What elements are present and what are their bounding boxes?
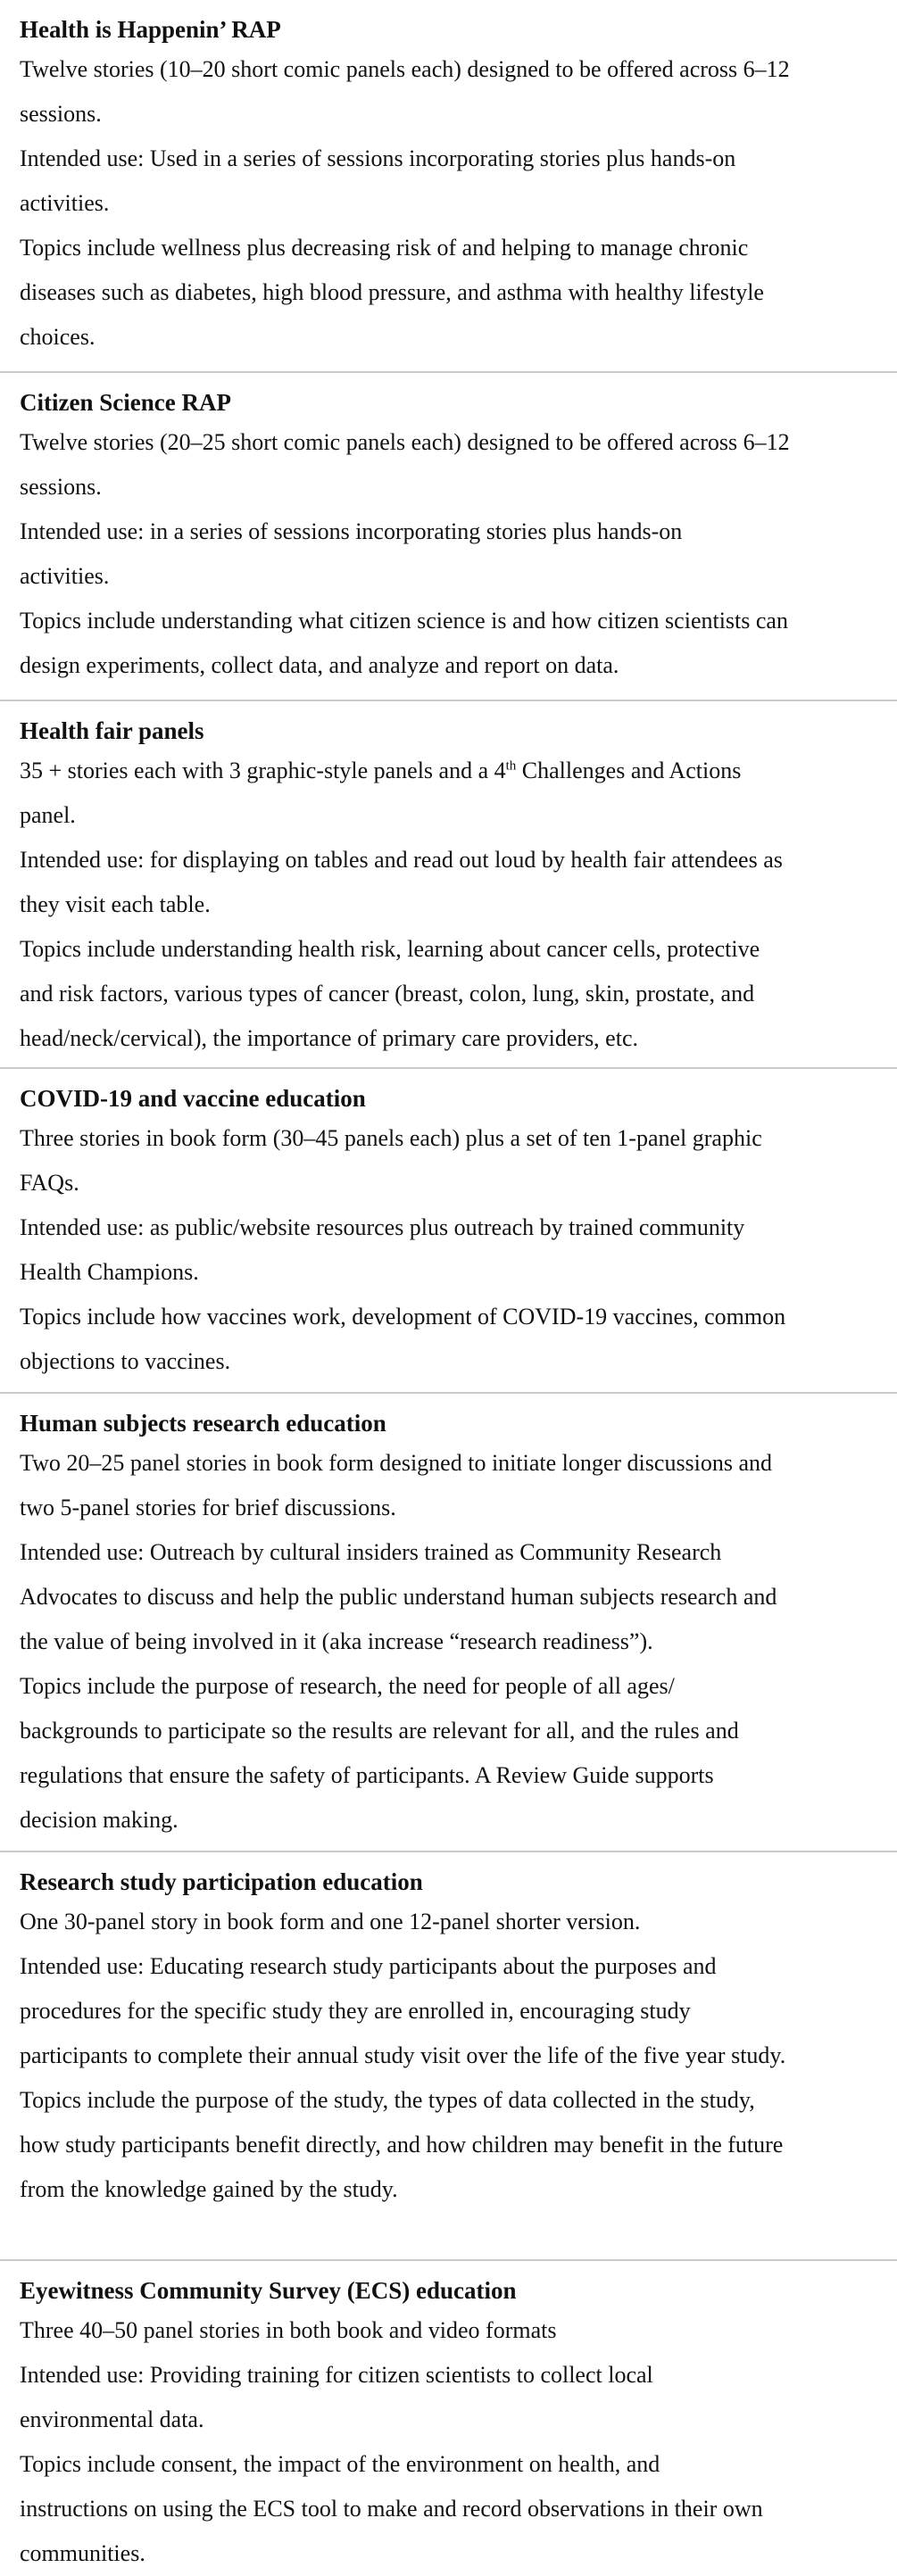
intended-use-line: Intended use: for displaying on tables and read out loud by health fair attendees as [20, 847, 783, 873]
section-title: COVID-19 and vaccine education [20, 1085, 366, 1112]
topics-line: instructions on using the ECS tool to make and record observations in their own [20, 2496, 763, 2522]
intended-use-line: Intended use: Educating research study participants about the purposes and [20, 1953, 717, 1979]
intended-use-line: Advocates to discuss and help the public understand human subjects research and [20, 1584, 777, 1610]
topics-line: Topics include the purpose of research, the need for people of all ages/ [20, 1673, 675, 1699]
description-line: Three stories in book form (30–45 panels each) plus a set of ten 1-panel graphic [20, 1125, 762, 1151]
description-line: Twelve stories (20–25 short comic panels each) designed to be offered across 6–12 [20, 429, 790, 455]
intended-use-line: Intended use: in a series of sessions incorporating stories plus hands-on [20, 518, 683, 544]
topics-line: decision making. [20, 1807, 179, 1833]
description-text: 35 + stories each with 3 graphic-style panels and a 4 [20, 758, 506, 783]
topics-line: diseases such as diabetes, high blood pressure, and asthma with healthy lifestyle [20, 279, 764, 305]
description-line: Three 40–50 panel stories in both book and video formats [20, 2317, 557, 2343]
topics-line: Topics include understanding what citizen science is and how citizen scientists can [20, 608, 788, 634]
table-row [0, 371, 897, 700]
description-line: One 30-panel story in book form and one 12-panel shorter version. [20, 1909, 641, 1934]
topics-line: backgrounds to participate so the results are relevant for all, and the rules and [20, 1718, 739, 1744]
description-line [20, 749, 879, 793]
section-title: Health fair panels [20, 717, 204, 744]
description-text-tail: Challenges and Actions [516, 758, 742, 783]
intended-use-line: Health Champions. [20, 1259, 199, 1285]
topics-line: Topics include the purpose of the study, the types of data collected in the study, [20, 2087, 755, 2113]
table-row [0, 1392, 897, 1851]
intended-use-line: Intended use: Providing training for citizen scientists to collect local [20, 2362, 653, 2388]
intended-use-line: environmental data. [20, 2406, 204, 2432]
topics-line: Topics include wellness plus decreasing risk of and helping to manage chronic [20, 235, 749, 261]
topics-line: how study participants benefit directly, and how children may benefit in the future [20, 2132, 784, 2158]
section-title: Eyewitness Community Survey (ECS) education [20, 2277, 517, 2304]
ordinal-superscript: th [505, 758, 517, 774]
topics-line: objections to vaccines. [20, 1348, 231, 1374]
topics-line: and risk factors, various types of cancer (breast, colon, lung, skin, prostate, and [20, 981, 755, 1006]
topics-line: communities. [20, 2540, 145, 2566]
intended-use-line: participants to complete their annual study visit over the life of the five year study. [20, 2042, 786, 2068]
table-row [0, 700, 897, 1067]
description-line: sessions. [20, 474, 102, 500]
topics-line: Topics include how vaccines work, development of COVID-19 vaccines, common [20, 1304, 786, 1329]
section-title: Health is Happenin’ RAP [20, 16, 281, 43]
table-row [0, 1067, 897, 1392]
section-title: Research study participation education [20, 1868, 423, 1895]
table-row [0, 0, 897, 371]
intended-use-line: they visit each table. [20, 891, 211, 917]
intended-use-line: Intended use: Outreach by cultural insiders trained as Community Research [20, 1539, 722, 1565]
table-row [0, 2259, 897, 2566]
topics-line: head/neck/cervical), the importance of primary care providers, etc. [20, 1025, 638, 1051]
description-line: two 5-panel stories for brief discussions. [20, 1495, 396, 1520]
description-line: panel. [20, 802, 76, 828]
intended-use-line: activities. [20, 190, 110, 216]
description-line: FAQs. [20, 1170, 79, 1196]
intended-use-line: activities. [20, 563, 110, 589]
topics-line: regulations that ensure the safety of participants. A Review Guide supports [20, 1762, 714, 1788]
description-line: Twelve stories (10–20 short comic panels each) designed to be offered across 6–12 [20, 56, 790, 82]
section-title: Human subjects research education [20, 1410, 386, 1437]
topics-line: Topics include understanding health risk, learning about cancer cells, protective [20, 936, 760, 962]
description-line: sessions. [20, 101, 102, 127]
intended-use-line: Intended use: as public/website resources plus outreach by trained community [20, 1214, 745, 1240]
topics-line: Topics include consent, the impact of the environment on health, and [20, 2451, 660, 2477]
intended-use-line: Intended use: Used in a series of sessions incorporating stories plus hands-on [20, 145, 736, 171]
section-title: Citizen Science RAP [20, 389, 231, 416]
topics-line: design experiments, collect data, and analyze and report on data. [20, 652, 619, 678]
description-line: Two 20–25 panel stories in book form designed to initiate longer discussions and [20, 1450, 773, 1476]
table-row [0, 1851, 897, 2259]
intended-use-line: the value of being involved in it (aka increase “research readiness”). [20, 1628, 653, 1654]
topics-line: choices. [20, 324, 96, 350]
topics-line: from the knowledge gained by the study. [20, 2176, 398, 2202]
intended-use-line: procedures for the specific study they are enrolled in, encouraging study [20, 1998, 691, 2024]
